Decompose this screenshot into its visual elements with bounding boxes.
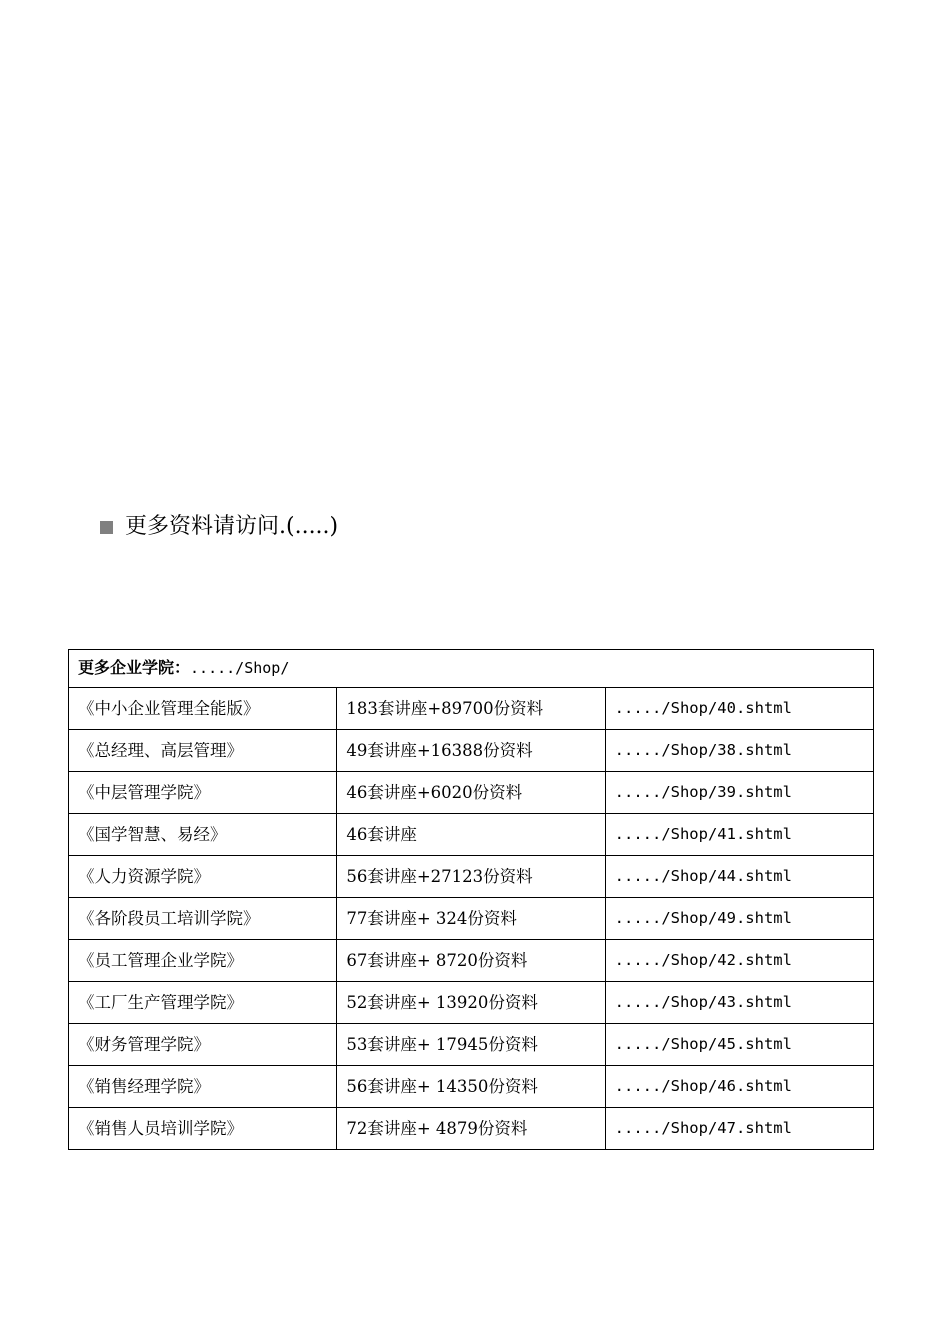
course-name: 《中小企业管理全能版》: [69, 688, 337, 730]
course-description: 52套讲座+ 13920份资料: [337, 982, 605, 1024]
table-row: [69, 688, 874, 730]
table-row: [69, 1108, 874, 1150]
course-url-link[interactable]: ...../Shop/46.shtml: [605, 1066, 873, 1108]
course-url-link[interactable]: ...../Shop/38.shtml: [605, 730, 873, 772]
course-url-link[interactable]: ...../Shop/44.shtml: [605, 856, 873, 898]
table-row: [69, 940, 874, 982]
course-url-link[interactable]: ...../Shop/42.shtml: [605, 940, 873, 982]
course-name: 《工厂生产管理学院》: [69, 982, 337, 1024]
table-row: [69, 856, 874, 898]
course-description: 183套讲座+89700份资料: [337, 688, 605, 730]
course-name: 《财务管理学院》: [69, 1024, 337, 1066]
table-row: [69, 898, 874, 940]
table-row: [69, 1024, 874, 1066]
course-description: 46套讲座+6020份资料: [337, 772, 605, 814]
header-label: 更多企业学院：: [78, 658, 191, 677]
course-name: 《国学智慧、易经》: [69, 814, 337, 856]
header-url-link[interactable]: ...../Shop/: [190, 659, 290, 677]
course-name: 《员工管理企业学院》: [69, 940, 337, 982]
course-name: 《销售经理学院》: [69, 1066, 337, 1108]
notice-text: 更多资料请访问.(.....): [125, 514, 339, 539]
notice-line: [100, 510, 338, 544]
course-url-link[interactable]: ...../Shop/39.shtml: [605, 772, 873, 814]
table-header-cell: [69, 650, 874, 688]
course-description: 67套讲座+ 8720份资料: [337, 940, 605, 982]
course-url-link[interactable]: ...../Shop/41.shtml: [605, 814, 873, 856]
course-description: 49套讲座+16388份资料: [337, 730, 605, 772]
table-row: [69, 814, 874, 856]
course-description: 56套讲座+ 14350份资料: [337, 1066, 605, 1108]
course-name: 《中层管理学院》: [69, 772, 337, 814]
table-row: [69, 730, 874, 772]
course-url-link[interactable]: ...../Shop/45.shtml: [605, 1024, 873, 1066]
course-name: 《各阶段员工培训学院》: [69, 898, 337, 940]
square-bullet-icon: [100, 521, 113, 534]
academy-link-table: [68, 649, 874, 1150]
course-url-link[interactable]: ...../Shop/40.shtml: [605, 688, 873, 730]
course-url-link[interactable]: ...../Shop/49.shtml: [605, 898, 873, 940]
course-name: 《销售人员培训学院》: [69, 1108, 337, 1150]
course-description: 72套讲座+ 4879份资料: [337, 1108, 605, 1150]
course-name: 《总经理、高层管理》: [69, 730, 337, 772]
course-name: 《人力资源学院》: [69, 856, 337, 898]
course-description: 53套讲座+ 17945份资料: [337, 1024, 605, 1066]
course-url-link[interactable]: ...../Shop/43.shtml: [605, 982, 873, 1024]
table-row: [69, 772, 874, 814]
course-description: 46套讲座: [337, 814, 605, 856]
course-description: 77套讲座+ 324份资料: [337, 898, 605, 940]
table-row: [69, 982, 874, 1024]
table-header-row: [69, 650, 874, 688]
course-url-link[interactable]: ...../Shop/47.shtml: [605, 1108, 873, 1150]
table-row: [69, 1066, 874, 1108]
course-description: 56套讲座+27123份资料: [337, 856, 605, 898]
